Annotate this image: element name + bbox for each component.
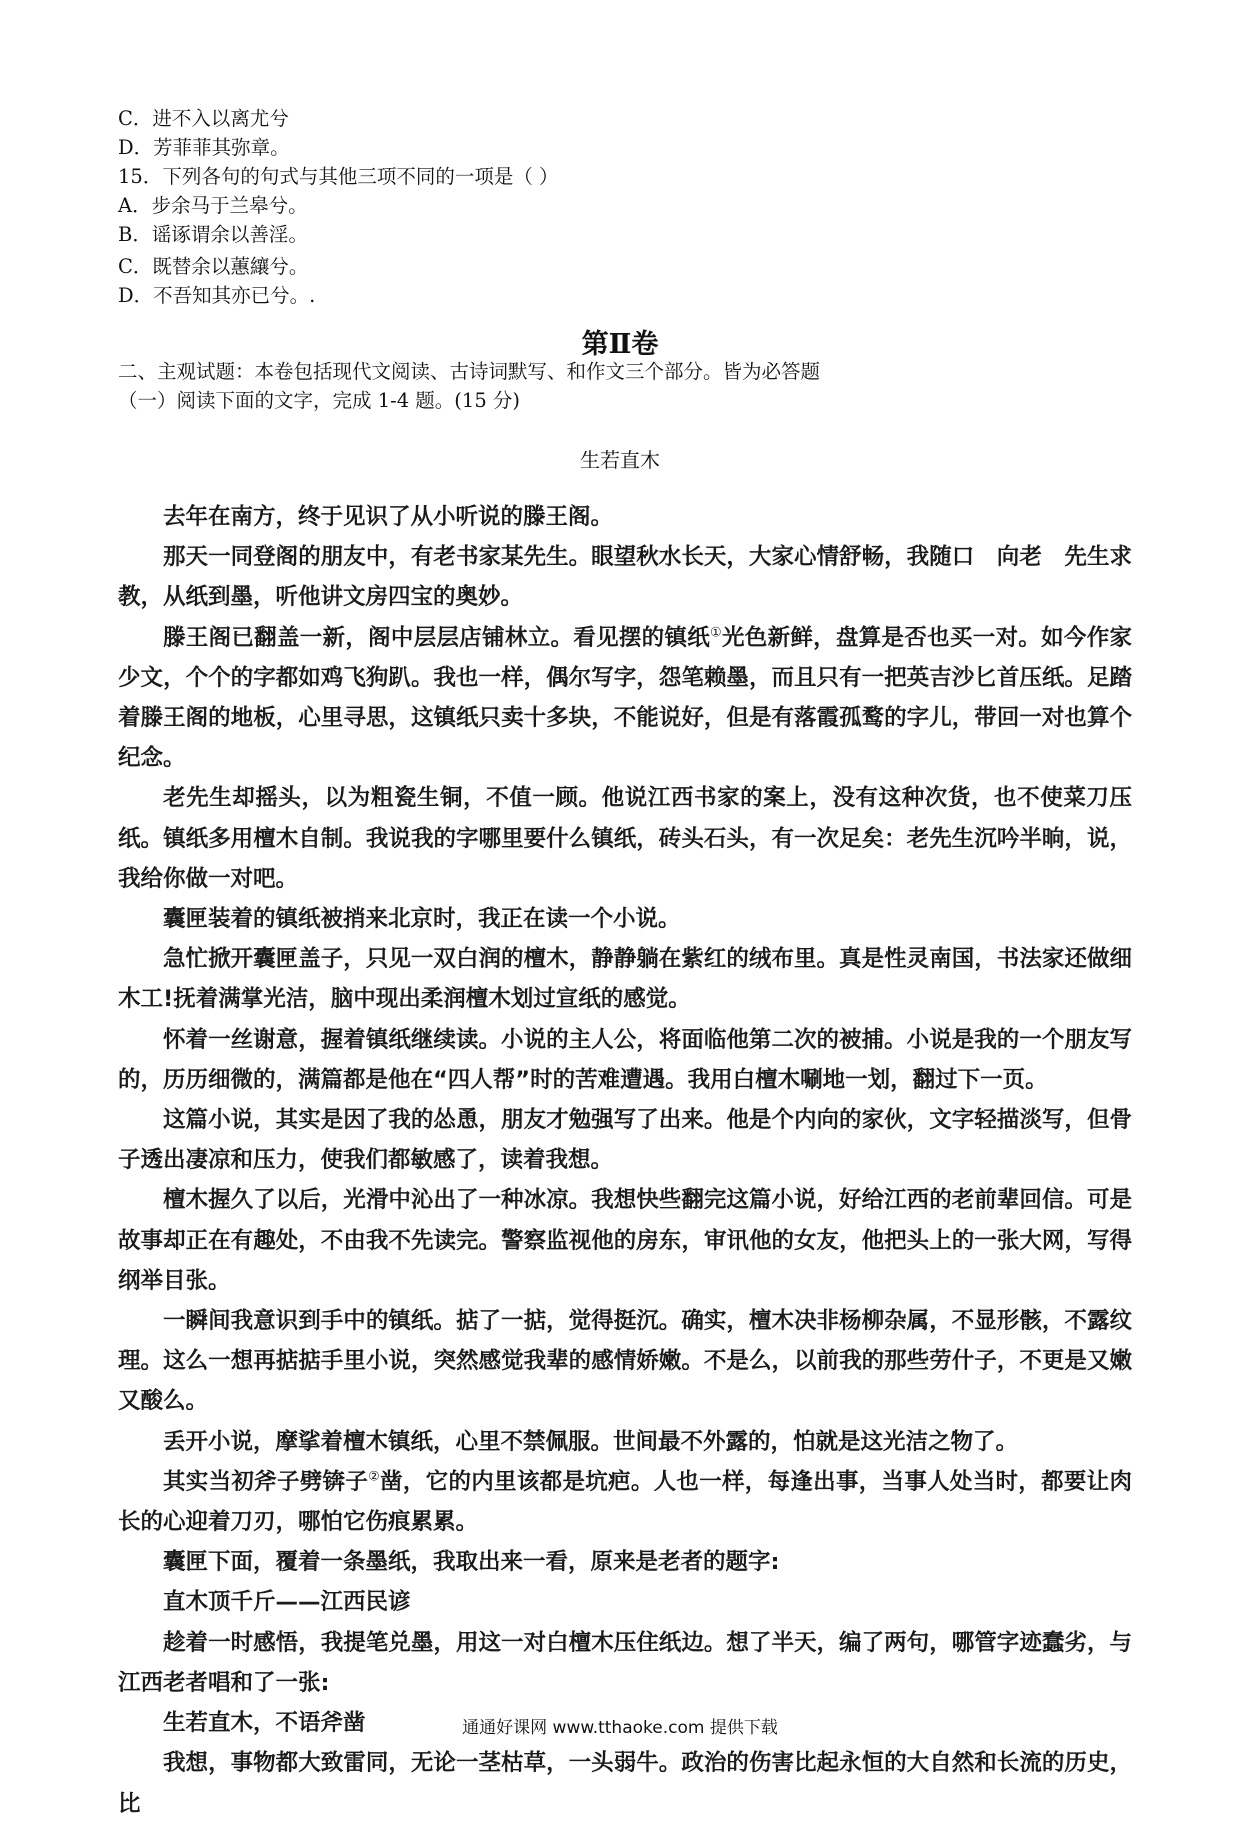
q15-option-b: B．谣诼谓余以善淫。 <box>118 223 308 246</box>
article-body <box>118 497 1132 1824</box>
q15-option-c: C．既替余以蕙纕兮。 <box>118 255 309 278</box>
section-title: 第Ⅱ卷 <box>581 329 659 360</box>
page-footer: 通通好课网 www.tthaoke.com 提供下载 <box>462 1718 778 1738</box>
footnote-marker: ① <box>710 625 722 641</box>
section-subheading: （一）阅读下面的文字，完成 1-4 题。(15 分) <box>118 389 521 412</box>
article-paragraph: 这篇小说，其实是因了我的怂恿，朋友才勉强写了出来。他是个内向的家伙，文字轻描淡写，但骨子透出凄凉和压力，使我们都敏感了，读着我想。 <box>118 1107 1132 1174</box>
article-paragraph: 檀木握久了以后，光滑中沁出了一种冰凉。我想快些翻完这篇小说，好给江西的老前辈回信。可是故事却正在有趣处，不由我不先读完。警察监视他的房东，审讯他的女友，他把头上的一张大网，写得纲举目张。 <box>118 1187 1132 1294</box>
article-paragraph: 急忙掀开囊匣盖子，只见一双白润的檀木，静静躺在紫红的绒布里。真是性灵南国，书法家还做细木工!抚着满掌光洁，脑中现出柔润檀木划过宣纸的感觉。 <box>118 946 1132 1013</box>
article-paragraph: 那天一同登阁的朋友中，有老书家某先生。眼望秋水长天，大家心情舒畅，我随口 向老 先生求教，从纸到墨，听他讲文房四宝的奥妙。 <box>118 544 1132 611</box>
article-title: 生若直木 <box>580 448 660 472</box>
article-paragraph: 直木顶千斤——江西民谚 <box>163 1589 411 1616</box>
paragraph-text: 其实当初斧子劈锛子 <box>163 1468 369 1495</box>
article-paragraph: 趁着一时感悟，我提笔兑墨，用这一对白檀木压住纸边。想了半天，编了两句，哪管字迹蠢劣，与江西老者唱和了一张: <box>118 1629 1132 1696</box>
q15-option-d: D．不吾知其亦已兮。. <box>118 284 316 307</box>
article-paragraph <box>118 1462 1132 1542</box>
article-paragraph: 丢开小说，摩挲着檀木镇纸，心里不禁佩服。世间最不外露的，怕就是这光洁之物了。 <box>163 1428 1019 1455</box>
q15-stem: 15．下列各句的句式与其他三项不同的一项是（ ） <box>118 165 559 188</box>
article-paragraph <box>118 618 1132 779</box>
footnote-marker: ② <box>368 1469 381 1485</box>
paragraph-text: 滕王阁已翻盖一新，阁中层层店铺林立。看见摆的镇纸 <box>163 624 711 651</box>
article-paragraph: 囊匣下面，覆着一条墨纸，我取出来一看，原来是老者的题字: <box>163 1549 780 1576</box>
article-paragraph: 囊匣装着的镇纸被捎来北京时，我正在读一个小说。 <box>163 906 681 933</box>
article-paragraph: 老先生却摇头，以为粗瓷生铜，不值一顾。他说江西书家的案上，没有这种次货，也不使菜刀压纸。镇纸多用檀木自制。我说我的字哪里要什么镇纸，砖头石头，有一次足矣：老先生沉吟半晌，说，我给你做一对吧。 <box>118 785 1132 892</box>
paragraph-text: 凿，它的内里该都是坑疤。人也一样，每逢出事，当事人处当时，都要让肉长的心迎着刀刃，哪怕它伤痕累累。 <box>118 1468 1132 1536</box>
article-paragraph: 一瞬间我意识到手中的镇纸。掂了一掂，觉得挺沉。确实，檀木决非杨柳杂属，不显形骸，不露纹理。这么一想再掂掂手里小说，突然感觉我辈的感情娇嫩。不是么，以前我的那些劳什子，不更是又嫩又酸么。 <box>118 1308 1132 1415</box>
section-intro: 二、主观试题：本卷包括现代文阅读、古诗词默写、和作文三个部分。皆为必答题 <box>118 360 821 383</box>
article-paragraph: 生若直木，不语斧凿 <box>163 1710 366 1737</box>
q14-option-c: C．进不入以离尤兮 <box>118 107 289 130</box>
q14-option-d: D．芳菲菲其弥章。 <box>118 136 290 159</box>
article-paragraph: 去年在南方，终于见识了从小听说的滕王阁。 <box>163 504 614 530</box>
paragraph-text: 光色新鲜，盘算是否也买一对。如今作家少文，个个的字都如鸡飞狗趴。我也一样，偶尔写字，怨笔赖墨，而且只有一把英吉沙匕首压纸。足踏着滕王阁的地板，心里寻思，这镇纸只卖十多块，不能说好，但是有落霞孤鹜的字儿，带回一对也算个纪念。 <box>118 624 1132 772</box>
article-paragraph: 怀着一丝谢意，握着镇纸继续读。小说的主人公，将面临他第二次的被捕。小说是我的一个朋友写的，历历细微的，满篇都是他在“四人帮”时的苦难遭遇。我用白檀木唰地一划，翻过下一页。 <box>118 1026 1132 1093</box>
q15-option-a: A．步余马于兰皋兮。 <box>118 194 308 217</box>
article-paragraph: 我想，事物都大致雷同，无论一茎枯草，一头弱牛。政治的伤害比起永恒的大自然和长流的历史，比 <box>118 1750 1132 1817</box>
